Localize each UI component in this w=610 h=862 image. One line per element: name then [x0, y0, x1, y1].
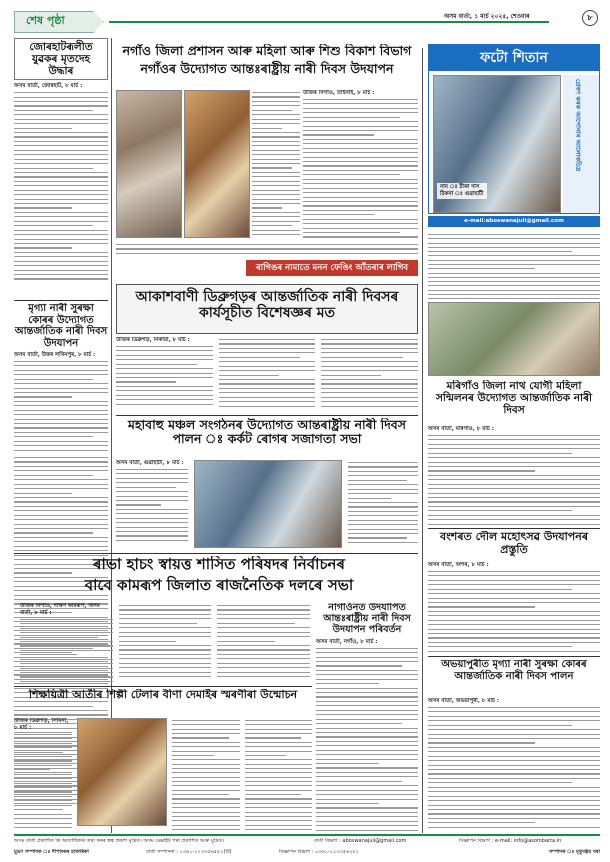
morigaon-headline-block [428, 380, 600, 424]
lead-photo-1 [116, 90, 182, 238]
article-byline: অসম বাৰ্তা, উত্তৰ লখিমপুৰ, ৮ মাৰ্চ : [14, 352, 96, 358]
banner-strip: ৰাগিঙৰ নামাতে মনন ফেঙিং আঁতৰাৰ লাগিব [246, 260, 418, 276]
page-number: ৮ [582, 10, 598, 26]
header-rule [109, 21, 549, 23]
footer-line2: মুদ্ৰণ সম্পাদক ঃ দীপাংকৰ হাজৰিকা [14, 849, 89, 855]
footer-phone: বাৰ্তা সম্পাদনা : ০৩৬১-২২৩৩৫৬৫৫২(টি) [146, 849, 232, 855]
col1-article-2 [14, 303, 108, 453]
article-headline: জোৰহাটৰূলীত যুৱকৰ মৃতদেহ উদ্ধাৰ [29, 41, 93, 78]
header-date: অসম বাৰ্তা, ১ মাৰ্চ ২০২৫, শেওবাৰ [444, 13, 530, 20]
morigaon-headline: মৰিগাঁও জিলা নাথ যোগী মহিলা সন্মিলনৰ উদ্যোগত আন্তৰ্জাতিক নাৰী দিবস [436, 380, 592, 417]
footer-ad: বিজ্ঞাপন বিভাগ : ০৩৬১-২২৩৩৫৬২৮২ [279, 849, 359, 855]
mahabahu-headline-block [116, 418, 418, 458]
footer-editor: সম্পাদক ঃ মৃত্যুঞ্জয় বৰা [548, 849, 600, 855]
bangsha-text [428, 562, 600, 654]
rabha-headline-line1: ৰাভা হাচং স্বায়ত্ত শাসিত পৰিষদৰ নিৰ্বাচনৰ [93, 556, 345, 573]
bangsha-headline: বংশৰত দৌল মহোৎসৱ উদযাপনৰ প্ৰস্তুতি [439, 531, 589, 556]
photo-section-title: ফটো শিতান [429, 45, 599, 71]
article-byline: উজিৰ নিগাঁও, দক্ষিণ কামৰূপ, অসম বাৰ্তা, ৮ মাৰ্চ : [20, 603, 100, 616]
photo-address: ঠিকনা ঃ গুৱাহাটী [440, 190, 484, 197]
photo-email: e-mail:aboswanajuli@gmail.com [428, 216, 600, 227]
teacher-photo [77, 718, 167, 826]
bangsha-headline-block [428, 531, 600, 561]
akash-headline-box [116, 284, 418, 334]
lead-headline-block [116, 44, 418, 88]
article-byline: অসম বাৰ্তা, জোৰহাট, ৮ মাৰ্চ : [14, 83, 83, 90]
lead-caption [252, 90, 300, 238]
nagaon2-article [316, 603, 418, 833]
mrigya-headline-block [428, 659, 600, 697]
mrigya-text [428, 698, 600, 830]
section-title: শেষ পৃষ্ঠা [26, 14, 65, 27]
footer [14, 834, 600, 860]
photo-section [428, 44, 600, 214]
lead-subtext [116, 242, 418, 257]
rabha-text [20, 603, 310, 683]
akash-text [116, 337, 418, 412]
lead-text [303, 90, 418, 238]
photo-meta [437, 183, 487, 199]
article-byline: অসম বাৰ্তা, গুৱাহাটী, ৮ মাৰ্চ : [116, 460, 184, 466]
lead-headline-line1: নগাঁও জিলা প্ৰশাসন আৰু মহিলা আৰু শিশু বিকাশ বিভাগ [122, 44, 412, 58]
article-byline: অসম বাৰ্তা, মৰিগাঁও, ৮ মাৰ্চ : [428, 426, 494, 432]
article-byline: অসম বাৰ্তা, অভয়াপুৰী, ৮ মাৰ্চ : [428, 698, 500, 704]
rabha-headline-block [20, 556, 418, 600]
mahabahu-photo [194, 460, 342, 548]
footer-email1: বাৰ্তা বিভাগ : aboswanajuli@gmail.com [314, 838, 407, 844]
akash-headline: আকাশবাণী ডিব্ৰুগড়ৰ আন্তৰ্জাতিক নাৰী দিবসৰ কাৰ্যসূচীত বিশেষজ্ঞৰ মত [135, 289, 399, 322]
article-headline: মৃগ্যা নাৰী সুৰক্ষা কোৰৰ উদ্যোগত আন্তৰ্জাতিক নাৰী দিবস উদযাপন [14, 303, 108, 349]
photo-side-panel [563, 75, 599, 213]
col1-article-1 [14, 38, 108, 308]
morigaon-photo [428, 302, 600, 376]
teacher-headline: শিক্ষয়িত্ৰী আৰ্তীৰ শিল্পী টেলাৰ বীণা দেমাইৰ স্মৰণীৰা উন্মোচন [28, 689, 298, 701]
article-byline: অসম বাৰ্তা, নগাঁও, ৮ মাৰ্চ : [316, 638, 378, 645]
lead-headline-line2: নগাঁওৰ উদ্যোগত আন্তঃৰাষ্ট্ৰীয় নাৰী দিবস উদযাপন [140, 61, 394, 77]
mahabahu-text [116, 460, 418, 550]
footer-line1: অসম বাৰ্তা প্ৰকাশিত কি অত্যাধিকাৰ তথ্য কৰৰ স্বত্ব প্ৰকাশ মুদ্ৰিত। অসম মেক্সাইট পৰা প্ৰকাশিত আৰু মুদ্ৰিত। [14, 838, 225, 844]
footer-email2: বিজ্ঞাপন বিভাগ : e-mail: info@asombarta.in [459, 838, 562, 844]
article-byline: উজিৰ ডিব্ৰুগড়, সিমিনা, ৮ মাৰ্চ : [14, 718, 69, 731]
teacher-body [14, 718, 312, 830]
photo-name: নাম ঃ ঠীকা দাস [440, 184, 480, 190]
teacher-headline-block [14, 689, 312, 717]
rabha-headline-line2: বাবে কামৰূপ জিলাত ৰাজনৈতিক দলৰে সভা [84, 576, 354, 595]
article-byline: অসম বাৰ্তা, বংশৰ, ৮ মাৰ্চ : [428, 562, 489, 568]
morigaon-text [428, 426, 600, 526]
mahabahu-headline: মহাবাহু মঞ্চল সংগঠনৰ উদ্যোগত আন্তৰাষ্ট্ৰীয় নাৰী দিবস পালন ঃ কৰ্কট ৰোগৰ সজাগতা সভা [128, 418, 406, 447]
article-byline: উজিৰ ডিব্ৰুগড়, নিকায়া, ৮ মাৰ্চ : [116, 337, 190, 343]
photo-side-text: প্ৰেৰণ কৰক আপোনাৰ আলোকচিত্ৰ [574, 79, 583, 172]
lead-photo-2 [184, 90, 250, 238]
nagaon2-headline: নাগাওঁনত উদযাপিত আন্তঃৰাষ্ট্ৰীয় নাৰী দিবস উদযাপন পৰিবৰ্তন [323, 603, 411, 635]
article-byline: উজিৰ নিগাঁও, তাইনাই, ৮ মাৰ্চ : [303, 90, 375, 96]
mrigya-headline: অভয়াপুৰীত মৃগ্যা নাৰী সুৰক্ষা কোৰৰ আন্তৰ্জাতিক নাৰী দিবস পালন [441, 659, 587, 682]
